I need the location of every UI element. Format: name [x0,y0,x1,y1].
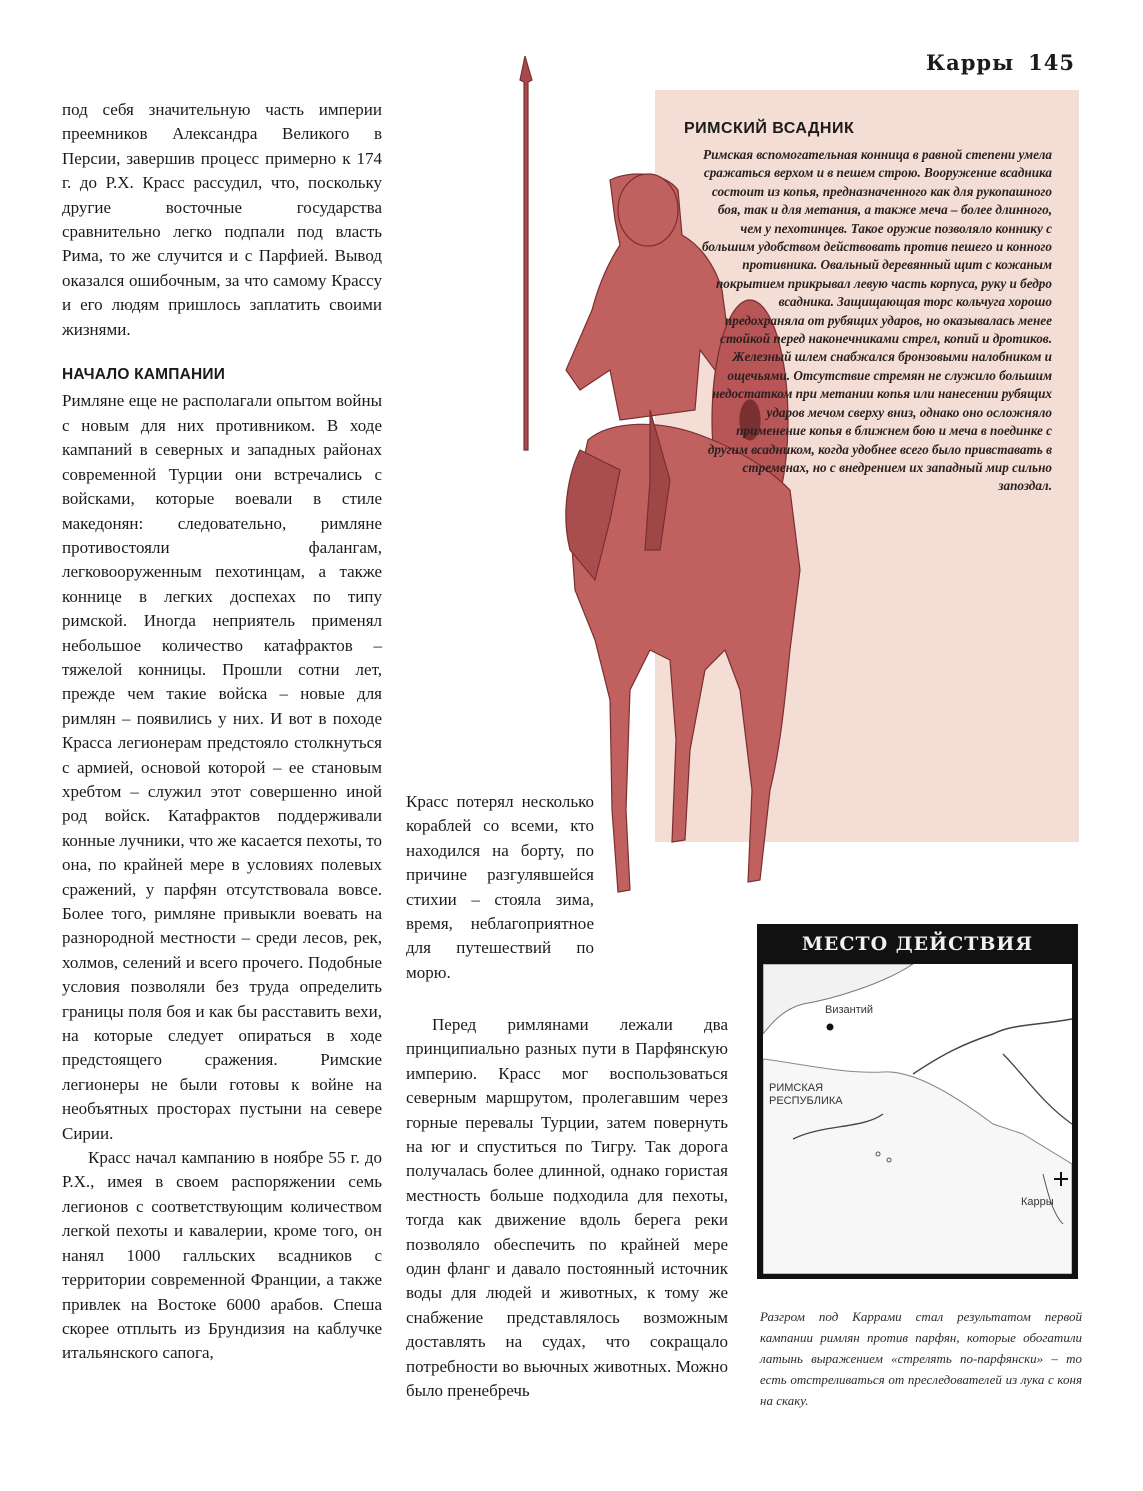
map-panel [757,924,1078,1279]
paragraph: Римляне еще не располагали опытом войны с новым для них противником. В ходе кампаний в северных и западных районах современной Турции они встречались с войсками, которые воевали в стиле македонян: следовательно, римляне противостояли фалангам, легковооруженным пехотинцам, а также коннице в легких доспехах по типу римской. Иногда неприятель применял небольшое количество катафрактов – тяжелой конницы. Прошли сотни лет, прежде чем такие войска – новые для римлян – появились у них. И вот в походе Красса легионерам предстояло столкнуться с армией, основой которой – ее становым хребтом – служил этот совершенно иной род войск. Катафрактов поддерживали конные лучники, что же касается пехоты, то она, по крайней мере в условиях полевых сражений, у парфян отсутствовала вовсе. Более того, римляне привыкли воевать на разнородной местности – среди лесов, рек, холмов, селений и всего прочего. Подобные условия позволяли без труда определить границы поля боя и как бы расставить вехи, на которые следует опираться в ходе предстоящего сражения. Римские легионеры не были готовы к войне на необъятных просторах пустыни на севере Сирии. [62,391,382,1143]
map-area [763,964,1072,1274]
sidebar-title: РИМСКИЙ ВСАДНИК [684,120,855,137]
middle-column [406,1013,728,1404]
map-label-carrhae: Карры [1021,1196,1054,1208]
page-number: 145 [1028,50,1075,75]
map-label-byzantium: Византий [825,1004,874,1016]
paragraph: под себя значительную часть империи преемников Александра Великого в Персии, завершив процесс примерно к 174 г. до Р.Х. Красс рассудил, что, поскольку другие восточные государства сравнительно легко подпали под власть Рима, то же случится и с Парфией. Вывод оказался ошибочным, за что самому Крассу и его людям пришлось заплатить своими жизнями. [62,100,382,339]
sidebar-text: Римская вспомогательная конница в равной степени умела сражаться верхом и в пешем строю. Вооружение всадника состоит из копья, предназначенного как для рукопашного боя, так и для метания, а также меча – более длинного, чем у пехотинцев. Такое оружие позволяло коннику с большим удобством действовать против пешего и конного противника. Овальный деревянный щит с кожаным покрытием прикрывал левую часть корпуса, руку и бедро всадника. Защищающая торс кольчуга хорошо предохраняла от рубящих ударов, но оказывалась менее стойкой перед наконечниками стрел, копий и дротиков. Железный шлем снабжался бронзовыми налобником и ощечьями. Отсутствие стремян не служило большим недостатком при метании копья или нанесении рубящих ударов мечом сверху вниз, однако оно осложняло применение копья в ближнем бою и меча в поединке с другим всадником, когда удобнее всего было привставать в стременах, но с внедрением их западный мир сильно запоздал. [701,147,1052,494]
middle-column-top [406,790,594,985]
map-label-republic: РИМСКАЯ РЕСПУБЛИКА [769,1082,843,1107]
map-title: МЕСТО ДЕЙСТВИЯ [801,933,1034,955]
section-heading: НАЧАЛО КАМПАНИИ [62,366,226,384]
running-head-section: Карры [926,50,1015,75]
running-head [926,50,1075,75]
byzantium-marker [827,1024,834,1031]
paragraph: Красс начал кампанию в ноябре 55 г. до Р.Х., имея в своем распоряжении семь легионов с соответствующим количеством легкой пехоты и кавалерии, кроме того, он нанял 1000 галльских всадников с территории современной Франции, а также привлек на Востоке 6000 арабов. Спеша скорее отплыть из Брундизия на каблучке итальянского сапога, [62,1148,382,1363]
left-column [62,98,382,1366]
paragraph: Перед римлянами лежали два принципиально разных пути в Парфянскую империю. Красс мог воспользоваться северным маршрутом, пролегавшим через горные перевалы Турции, затем повернуть на юг и спуститься по Тигру. Так дорога получалась более длинной, однако гористая местность больше подходила для пехоты, тогда как движение вдоль берега реки позволяло обеспечить по крайней мере один фланг и давало постоянный источник воды для людей и животных, к тому же снабжение представлялось возможным доставлять на судах, что сокращало потребности во вьючных животных. Можно было пренебречь [406,1015,728,1401]
map-caption: Разгром под Каррами стал результатом первой кампании римлян против парфян, которые обогатили латынь выражением «стрелять по-парфянски» – то есть отстреливаться от преследователей из лука с коня на скаку. [760,1309,1082,1408]
map-drawing [763,964,1072,1274]
paragraph: Красс потерял несколько кораблей со всеми, кто находился на борту, по причине разгулявшейся стихии – стояла зима, время, неблагоприятное для путешествий по морю. [406,792,594,982]
